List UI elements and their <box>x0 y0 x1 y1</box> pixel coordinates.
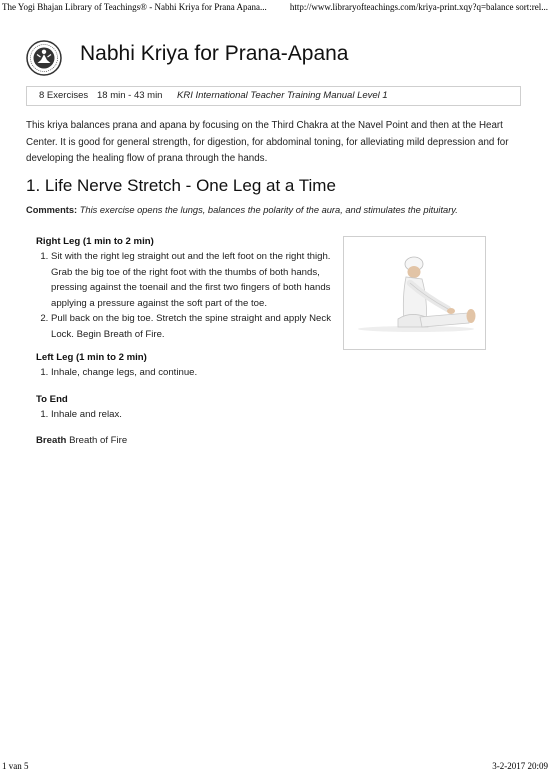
kriya-description: This kriya balances prana and apana by focusing on the Third Chakra at the Navel Point and then at the Heart Center. It is good for general strength, for digestion, for abdominal toning, for alleviating mild depression and for developing the healing flow of prana through the hands. <box>26 120 509 164</box>
exercise-comments <box>26 205 526 215</box>
kriya-meta-bar <box>26 86 521 106</box>
duration: 18 min - 43 min <box>97 90 163 101</box>
exercise-photo <box>343 236 486 350</box>
seated-stretch-figure-icon <box>344 237 485 349</box>
print-header <box>2 2 548 14</box>
list-item: 2. Pull back on the big toe. Stretch the spine straight and apply Neck Lock. Begin Breath of Fire. <box>51 311 336 342</box>
to-end-title: To End <box>36 394 68 405</box>
list-item: 1. Inhale and relax. <box>51 407 336 423</box>
page-title: Nabhi Kriya for Prana-Apana <box>80 42 349 65</box>
library-logo-icon <box>26 40 62 76</box>
breath-text: Breath of Fire <box>69 435 128 446</box>
right-leg-steps <box>40 249 336 342</box>
comments-label: Comments: <box>26 205 78 215</box>
list-item: 1. Inhale, change legs, and continue. <box>51 365 336 381</box>
exercise-title: 1. Life Nerve Stretch - One Leg at a Time <box>26 176 336 195</box>
exercise-count: 8 Exercises <box>39 90 89 101</box>
print-timestamp: 3-2-2017 20:09 <box>492 761 548 771</box>
page-number: 1 van 5 <box>2 761 29 771</box>
right-leg-title: Right Leg (1 min to 2 min) <box>36 236 154 247</box>
print-footer <box>2 761 548 773</box>
print-header-url: http://www.libraryofteachings.com/kriya-print.xqy?q=balance sort:rel... <box>289 2 548 12</box>
comments-text: This exercise opens the lungs, balances the polarity of the aura, and stimulates the pituitary. <box>79 205 458 215</box>
to-end-steps <box>40 407 336 423</box>
left-leg-steps <box>40 365 336 381</box>
breath-line <box>36 435 127 446</box>
left-leg-title: Left Leg (1 min to 2 min) <box>36 352 147 363</box>
source-manual: KRI International Teacher Training Manual Level 1 <box>177 90 388 101</box>
breath-label: Breath <box>36 435 67 446</box>
list-item: 1. Sit with the right leg straight out and the left foot on the right thigh. Grab the big toe of the right foot with the thumbs of both hands, pressing against the toenail and the first two fingers of both hands applying a pressure against the soft part of the toe. <box>51 249 336 311</box>
print-header-title: The Yogi Bhajan Library of Teachings® - Nabhi Kriya for Prana Apana... <box>2 2 267 12</box>
